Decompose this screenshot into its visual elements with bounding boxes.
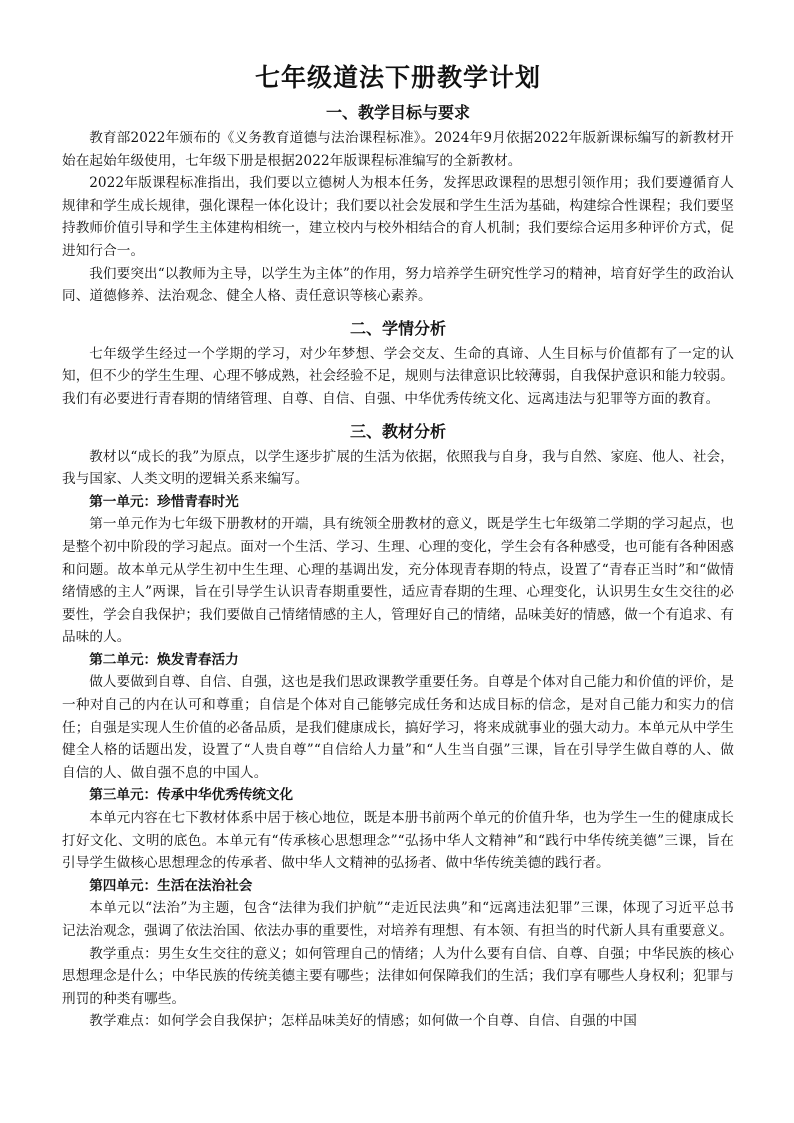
unit-text-4: 本单元以“法治”为主题，包含“法律为我们护航”“走近民法典”和“远离违法犯罪”三课，体现了习近平总书记法治观念，强调了依法治国、依法办事的重要性，对培养有理想、有本领、有担当的时代新人具有重要意义。 xyxy=(62,900,734,939)
section-heading-goals: 一、教学目标与要求 xyxy=(325,103,470,122)
paragraph: 我们要突出“以教师为主导，以学生为主体”的作用，努力培养学生研究性学习的精神，培育好学生的政治认同、道德修养、法治观念、健全人格、责任意识等核心素养。 xyxy=(62,265,734,305)
paragraph: 教育部2022年颁布的《义务教育道德与法治课程标准》。2024年9月依据2022年版新课标编写的新教材开始在起始年级使用，七年级下册是根据2022年版课程标准编写的全新教材。 xyxy=(62,130,734,169)
document-page xyxy=(62,58,734,1033)
unit-text-1: 第一单元作为七年级下册教材的开端，具有统领全册教材的意义，既是学生七年级第二学期的学习起点，也是整个初中阶段的学习起点。面对一个生活、学习、生理、心理的变化，学生会有各种感受，也可能有各种困惑和问题。故本单元从学生初中生生理、心理的基调出发，充分体现青春期的特点，设置了“青春正当时”和“做情绪情感的主人”两课，旨在引导学生认识青春期重要性，适应青春期的生理、心理变化，认识男生女生交往的必要性，学会自我保护；我们要做自己情绪情感的主人，管理好自己的情绪，品味美好的情感，做一个有追求、有品味的人。 xyxy=(62,516,734,646)
unit-heading-2: 第二单元：焕发青春活力 xyxy=(89,651,239,668)
section-heading-textbook: 三、教材分析 xyxy=(349,421,446,441)
unit-heading-4: 第四单元：生活在法治社会 xyxy=(89,877,253,894)
section-heading-students: 二、学情分析 xyxy=(349,318,446,338)
paragraph: 教材以“成长的我”为原点，以学生逐步扩展的生活为依据，依照我与自身，我与自然、家庭、他人、社会，我与国家、人类文明的逻辑关系来编写。 xyxy=(62,448,734,488)
unit-text-2: 做人要做到自尊、自信、自强，这也是我们思政课教学重要任务。自尊是个体对自己能力和价值的评价，是一种对自己的内在认可和尊重；自信是个体对自己能够完成任务和达成目标的信念，是对自己能力和实力的信任；自强是实现人生价值的必备品质，是我们健康成长，搞好学习，将来成就事业的强大动力。本单元从中学生健全人格的话题出发，设置了“人贵自尊”“自信给人力量”和“人生当自强”三课，旨在引导学生做自尊的人、做自信的人、做自强不息的中国人。 xyxy=(62,674,734,781)
unit-heading-3: 第三单元：传承中华优秀传统文化 xyxy=(89,787,294,804)
paragraph: 2022年版课程标准指出，我们要以立德树人为根本任务，发挥思政课程的思想引领作用；我们要遵循育人规律和学生成长规律，强化课程一体化设计；我们要以社会发展和学生生活为基础，构建综合性课程；我们要坚持教师价值引导和学生主体建构相统一，建立校内与校外相结合的育人机制；我们要综合运用多种评价方式，促进知行合一。 xyxy=(62,175,734,259)
difficulties-paragraph: 教学难点：如何学会自我保护；怎样品味美好的情感；如何做一个自尊、自信、自强的中国 xyxy=(89,1013,637,1030)
paragraph: 七年级学生经过一个学期的学习，对少年梦想、学会交友、生命的真谛、人生目标与价值都有了一定的认知，但不少的学生生理、心理不够成熟，社会经验不足，规则与法律意识比较薄弱，自我保护意识和能力较弱。我们有必要进行青春期的情绪管理、自尊、自信、自强、中华优秀传统文化、远离违法与犯罪等方面的教育。 xyxy=(62,345,734,407)
unit-heading-1: 第一单元：珍惜青春时光 xyxy=(89,493,239,510)
key-points-paragraph: 教学重点：男生女生交往的意义；如何管理自己的情绪；人为什么要有自信、自尊、自强；中华民族的核心思想理念是什么；中华民族的传统美德主要有哪些；法律如何保障我们的生活；我们享有哪些人身权利；犯罪与刑罚的种类有哪些。 xyxy=(62,945,734,1007)
document-title: 七年级道法下册教学计划 xyxy=(254,63,541,92)
unit-text-3: 本单元内容在七下教材体系中居于核心地位，既是本册书前两个单元的价值升华，也为学生一生的健康成长打好文化、文明的底色。本单元有“传承核心思想理念”“弘扬中华人文精神”和“践行中华传统美德”三课，旨在引导学生做核心思想理念的传承者、做中华人文精神的弘扬者、做中华传统美德的践行者。 xyxy=(62,810,734,872)
